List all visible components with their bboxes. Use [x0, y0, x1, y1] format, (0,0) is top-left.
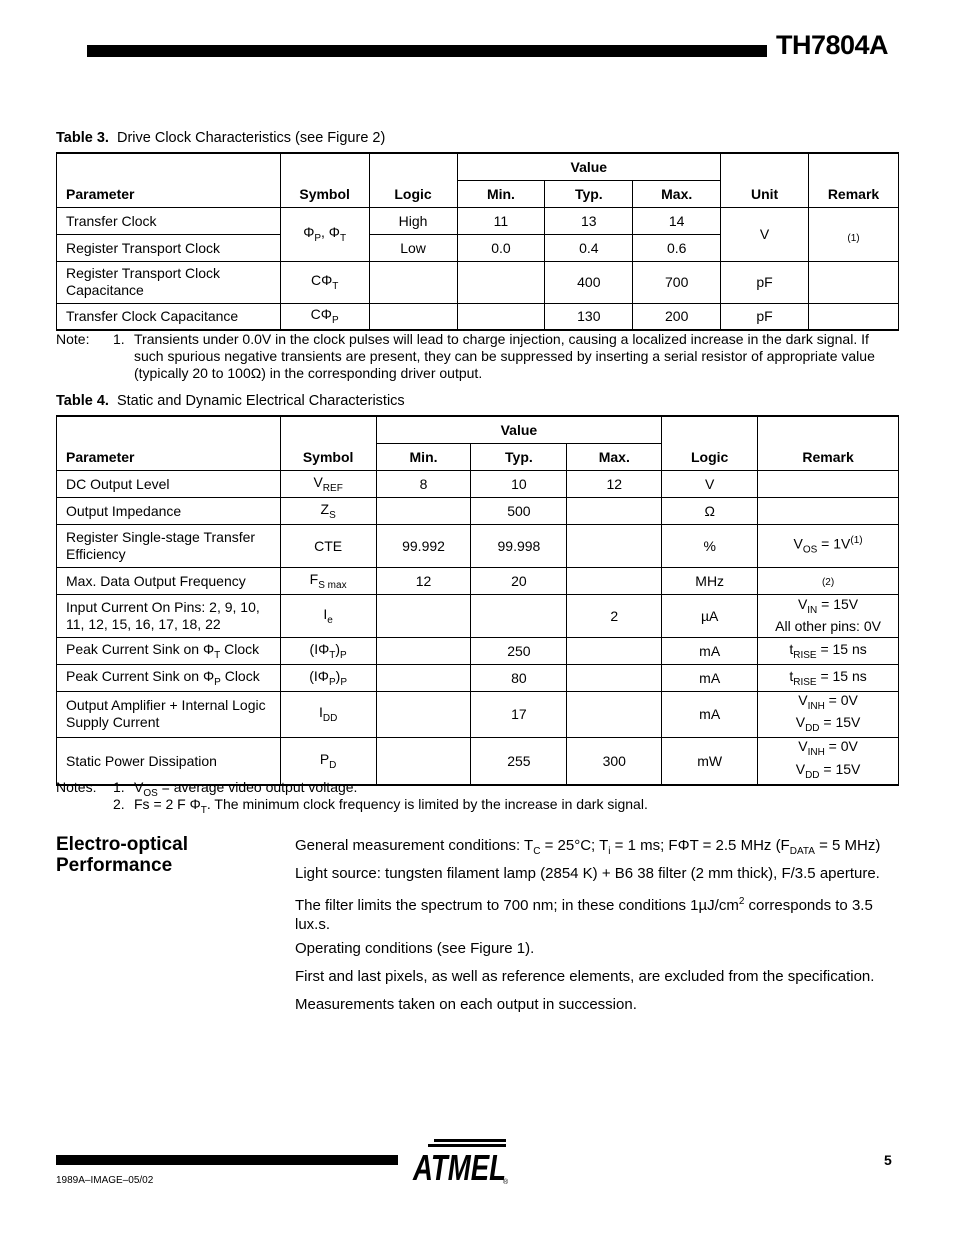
- table-row: [57, 738, 899, 785]
- table3-label: Table 3.: [56, 130, 109, 146]
- table3: [56, 152, 899, 331]
- t3-cell: 130: [545, 303, 633, 330]
- t4-cell: [567, 524, 662, 567]
- t4-head-logic: Logic: [662, 416, 758, 470]
- t4-remark: $t_{RISE} = 15$ ns: [758, 664, 899, 691]
- t4-cell: [376, 691, 471, 738]
- section-paragraph: First and last pixels, as well as reference elements, are excluded from the specification.: [295, 968, 875, 985]
- t3-head-max: Max.: [633, 180, 721, 207]
- header-rule: [87, 45, 767, 57]
- t4-note1: $V_{OS}$ = average video output voltage.: [134, 779, 358, 799]
- t3-note-num: 1.: [113, 331, 125, 347]
- t3-cell: 0.6: [633, 234, 721, 261]
- t4-note2-num: 2.: [113, 796, 125, 812]
- section-paragraph: Measurements taken on each output in succession.: [295, 996, 637, 1013]
- table3-caption: [56, 130, 385, 146]
- table-row: [57, 567, 899, 594]
- t4-remark: $V_{INH} = 0V$ $V_{DD} = 15V$: [758, 738, 899, 785]
- t3-cell: 0.0: [457, 234, 545, 261]
- t4-head-typ: Typ.: [471, 443, 567, 470]
- t3-cell: $C\Phi_P$: [280, 303, 369, 330]
- t4-cell: [758, 497, 899, 524]
- t4-cell: [567, 637, 662, 664]
- table4-label: Table 4.: [56, 393, 109, 409]
- t3-cell: Low: [369, 234, 457, 261]
- t4-cell: V: [662, 470, 758, 497]
- t3-cell: [457, 303, 545, 330]
- t3-cell: [457, 261, 545, 303]
- t4-cell: 500: [471, 497, 567, 524]
- t4-cell: Peak Current Sink on $\Phi_T$ Clock: [57, 637, 281, 664]
- t3-cell: Register Transport Clock Capacitance: [57, 261, 281, 303]
- t3-clock-symbol: $\Phi_P$, $\Phi_T$: [280, 207, 369, 261]
- atmel-logo: [412, 1138, 512, 1186]
- page-number: 5: [884, 1152, 892, 1168]
- t3-clock-unit: V: [721, 207, 809, 261]
- t4-cell: Max. Data Output Frequency: [57, 567, 281, 594]
- t4-cell: 17: [471, 691, 567, 738]
- t4-cell: 80: [471, 664, 567, 691]
- table-row: [57, 524, 899, 567]
- t4-cell: [376, 664, 471, 691]
- t3-cell: Transfer Clock Capacitance: [57, 303, 281, 330]
- table3-title: Drive Clock Characteristics (see Figure 2): [116, 130, 386, 146]
- table-row: [57, 594, 899, 637]
- t4-cell: Input Current On Pins: 2, 9, 10, 11, 12, 15, 16, 17, 18, 22: [57, 594, 281, 637]
- t4-cell: Output Impedance: [57, 497, 281, 524]
- t4-cell: µA: [662, 594, 758, 637]
- t4-cell: [376, 637, 471, 664]
- table-row: [57, 637, 899, 664]
- t3-head-logic: Logic: [369, 153, 457, 207]
- t4-remark: (2): [758, 567, 899, 594]
- t4-cell: MHz: [662, 567, 758, 594]
- section-paragraph: Operating conditions (see Figure 1).: [295, 940, 535, 957]
- t3-cell: 11: [457, 207, 545, 234]
- logo-text: ATMEL: [412, 1147, 506, 1186]
- t4-head-remark: Remark: [758, 416, 899, 470]
- t3-cell: 700: [633, 261, 721, 303]
- page-title: TH7804A: [776, 30, 889, 60]
- t3-cell: Transfer Clock: [57, 207, 281, 234]
- t3-head-parameter: Parameter: [57, 153, 281, 207]
- t4-head-max: Max.: [567, 443, 662, 470]
- footer-rule: [56, 1155, 398, 1165]
- t4-remark: $V_{OS} = 1V^{(1)}$: [758, 524, 899, 567]
- t4-cell: [376, 497, 471, 524]
- section-paragraph: Light source: tungsten filament lamp (2854 K) + B6 38 filter (2 mm thick), F/3.5 aperture.: [295, 865, 880, 882]
- t3-cell: [369, 303, 457, 330]
- t3-cell: 200: [633, 303, 721, 330]
- t4-note1-num: 1.: [113, 779, 125, 795]
- t4-cell: 99.992: [376, 524, 471, 567]
- t4-cell: Peak Current Sink on $\Phi_P$ Clock: [57, 664, 281, 691]
- t3-cell: [809, 261, 899, 303]
- t3-head-remark: Remark: [809, 153, 899, 207]
- t4-head-min: Min.: [376, 443, 471, 470]
- t4-cell: [567, 691, 662, 738]
- table-row: [57, 691, 899, 738]
- t4-symbol: $I_{DD}$: [280, 691, 376, 738]
- t4-cell: mA: [662, 637, 758, 664]
- logo-stripe: [434, 1139, 506, 1142]
- t3-head-symbol: Symbol: [280, 153, 369, 207]
- t4-cell: Ω: [662, 497, 758, 524]
- t4-cell: 12: [567, 470, 662, 497]
- t4-cell: 2: [567, 594, 662, 637]
- t4-cell: 99.998: [471, 524, 567, 567]
- t4-cell: [567, 567, 662, 594]
- t4-remark: $V_{IN} = 15V$ All other pins: 0V: [758, 594, 899, 637]
- t3-cell: [809, 303, 899, 330]
- t4-cell: mA: [662, 664, 758, 691]
- t3-cell: [369, 261, 457, 303]
- t4-cell: 300: [567, 738, 662, 785]
- t4-cell: 10: [471, 470, 567, 497]
- t4-cell: DC Output Level: [57, 470, 281, 497]
- t4-symbol: $Z_S$: [280, 497, 376, 524]
- t4-cell: 20: [471, 567, 567, 594]
- t4-symbol: $V_{REF}$: [280, 470, 376, 497]
- t4-cell: [376, 738, 471, 785]
- t4-cell: [758, 470, 899, 497]
- t3-head-typ: Typ.: [545, 180, 633, 207]
- t3-head-min: Min.: [457, 180, 545, 207]
- table-row: [57, 303, 899, 330]
- t3-cell: 400: [545, 261, 633, 303]
- t4-cell: %: [662, 524, 758, 567]
- t4-cell: [471, 594, 567, 637]
- t3-head-unit: Unit: [721, 153, 809, 207]
- t4-remark: $V_{INH} = 0V$ $V_{DD} = 15V$: [758, 691, 899, 738]
- t4-cell: [567, 497, 662, 524]
- table-row: [57, 664, 899, 691]
- t4-remark: $t_{RISE} = 15$ ns: [758, 637, 899, 664]
- t3-head-value: Value: [457, 153, 721, 180]
- t4-cell: Output Amplifier + Internal Logic Supply Current: [57, 691, 281, 738]
- t4-cell: [376, 594, 471, 637]
- t3-cell: pF: [721, 261, 809, 303]
- t3-cell: High: [369, 207, 457, 234]
- t4-cell: mA: [662, 691, 758, 738]
- logo-registered: ®: [503, 1179, 509, 1186]
- t4-notes-label: Notes:: [56, 779, 97, 795]
- t3-note-label: Note:: [56, 331, 90, 347]
- t4-note2: Fs = 2 F $\Phi_T$. The minimum clock frequency is limited by the increase in dark signal.: [134, 796, 648, 816]
- t3-note-text: Transients under 0.0V in the clock pulses will lead to charge injection, causing a localized increase in the dark signal. If such spurious negative transients are present, they can be suppressed by inserting a serial resistor of appropriate value (typically 20 to 100Ω) in the corresponding driver output.: [134, 331, 875, 381]
- t3-cell: 14: [633, 207, 721, 234]
- table-row: [57, 207, 899, 234]
- section-heading: Electro-optical Performance: [56, 834, 188, 876]
- t4-cell: Static Power Dissipation: [57, 738, 281, 785]
- table4-title: Static and Dynamic Electrical Characteristics: [116, 393, 405, 409]
- table-row: [57, 261, 899, 303]
- table-row: [57, 497, 899, 524]
- table-row: [57, 470, 899, 497]
- t3-cell: pF: [721, 303, 809, 330]
- t3-cell: 13: [545, 207, 633, 234]
- t3-cell: $C\Phi_T$: [280, 261, 369, 303]
- t4-cell: mW: [662, 738, 758, 785]
- t4-head-symbol: Symbol: [280, 416, 376, 470]
- t4-cell: Register Single-stage Transfer Efficiency: [57, 524, 281, 567]
- t4-cell: [567, 664, 662, 691]
- t4-symbol: $I_e$: [280, 594, 376, 637]
- document-code: 1989A–IMAGE–05/02: [56, 1175, 154, 1186]
- t4-symbol: $P_D$: [280, 738, 376, 785]
- t4-symbol: CTE: [280, 524, 376, 567]
- table4-caption: [56, 393, 405, 409]
- t4-symbol: $(I\Phi_T)_P$: [280, 637, 376, 664]
- t4-head-value: Value: [376, 416, 662, 443]
- t4-cell: 12: [376, 567, 471, 594]
- t4-head-parameter: Parameter: [57, 416, 281, 470]
- t3-clock-remark: (1): [809, 207, 899, 261]
- table4: [56, 415, 899, 786]
- section-paragraph: General measurement conditions: $T_C = 25^\circ C$; $T_i = 1$ ms; FΦT = 2.5 MHz ($F_{DATA} = 5$ MHz): [295, 837, 881, 857]
- t4-cell: 250: [471, 637, 567, 664]
- section-paragraph: The filter limits the spectrum to 700 nm; in these conditions $1\mu J/cm^2$ corresponds to 3.5 lux.s.: [295, 896, 873, 933]
- t3-cell: 0.4: [545, 234, 633, 261]
- t3-cell: Register Transport Clock: [57, 234, 281, 261]
- t4-symbol: $F_{S max}$: [280, 567, 376, 594]
- t4-symbol: $(I\Phi_P)_P$: [280, 664, 376, 691]
- t4-cell: 8: [376, 470, 471, 497]
- t4-cell: 255: [471, 738, 567, 785]
